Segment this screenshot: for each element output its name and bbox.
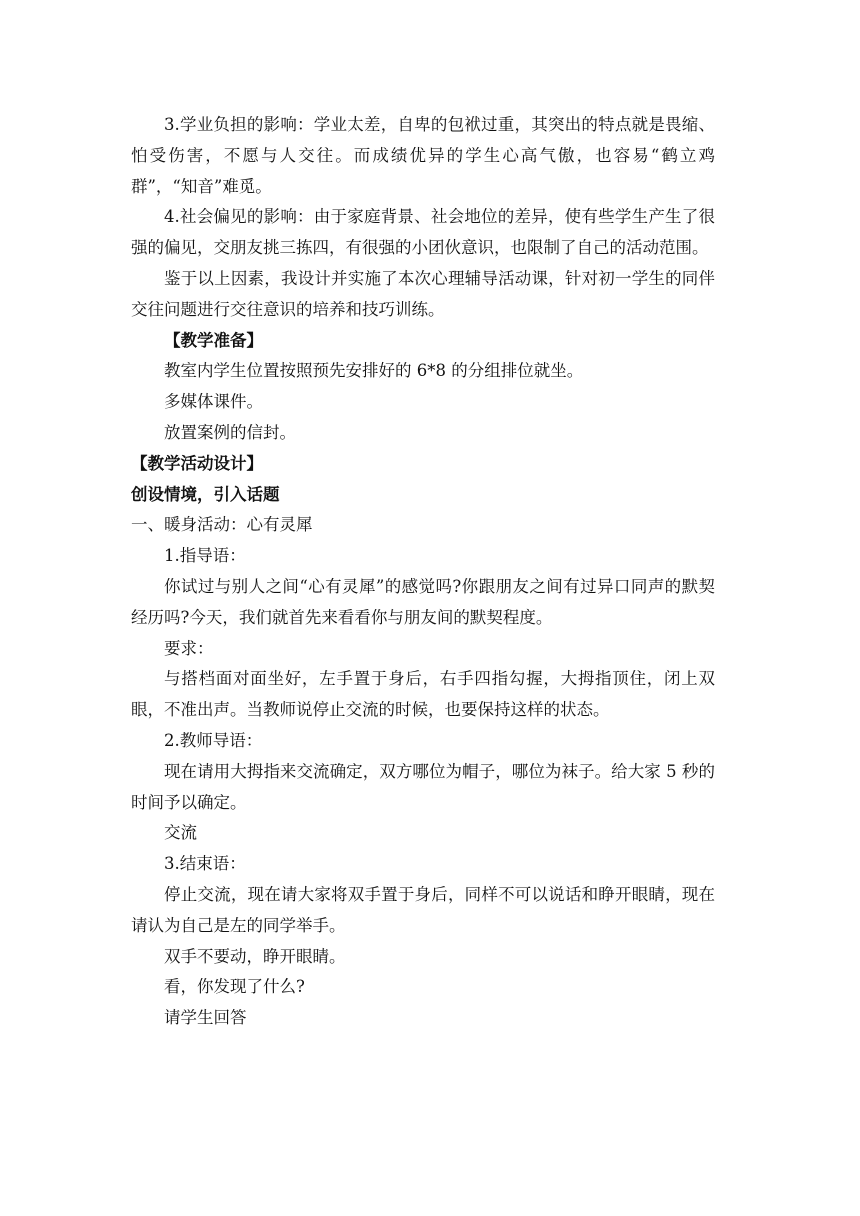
paragraph-requirements-text: 与搭档面对面坐好，左手置于身后，右手四指勾握，大拇指顶住，闭上双眼，不准出声。当教师说停止交流的时候，也要保持这样的状态。 [131, 669, 715, 720]
paragraph-exchange: 交流 [164, 823, 197, 843]
heading-create-situation: 创设情境，引入话题 [131, 484, 280, 504]
paragraph-social-bias: 4.社会偏见的影响：由于家庭背景、社会地位的差异，使有些学生产生了很强的偏见，交朋友挑三拣四，有很强的小团伙意识，也限制了自己的活动范围。 [131, 207, 715, 258]
paragraph-open-eyes: 双手不要动，睁开眼睛。 [164, 946, 346, 966]
section-warmup-activity: 一、暖身活动：心有灵犀 [131, 515, 313, 535]
paragraph-seating: 教室内学生位置按照预先安排好的 6*8 的分组排位就坐。 [164, 361, 584, 381]
paragraph-teacher-intro-text: 现在请用大拇指来交流确定，双方哪位为帽子，哪位为袜子。给大家 5 秒的时间予以确定。 [131, 761, 715, 812]
document-body [131, 110, 715, 1034]
paragraph-academic-burden: 3.学业负担的影响：学业太差，自卑的包袱过重，其突出的特点就是畏缩、怕受伤害，不愿与人交往。而成绩优异的学生心高气傲，也容易“鹤立鸡群”，“知音”难觅。 [131, 115, 715, 196]
paragraph-guidance-text: 你试过与别人之间“心有灵犀”的感觉吗?你跟朋友之间有过异口同声的默契经历吗?今天，我们就首先来看看你与朋友间的默契程度。 [131, 576, 715, 627]
heading-teaching-preparation: 【教学准备】 [164, 330, 263, 350]
heading-activity-design: 【教学活动设计】 [131, 453, 263, 473]
subheading-teacher-intro: 2.教师导语： [164, 730, 263, 750]
subheading-requirements: 要求： [164, 638, 214, 658]
paragraph-student-answer: 请学生回答 [164, 1008, 247, 1028]
paragraph-envelopes: 放置案例的信封。 [164, 422, 296, 442]
paragraph-design-rationale: 鉴于以上因素，我设计并实施了本次心理辅导活动课，针对初一学生的同伴交往问题进行交往意识的培养和技巧训练。 [131, 268, 715, 319]
subheading-guidance: 1.指导语： [164, 546, 246, 566]
paragraph-multimedia: 多媒体课件。 [164, 392, 263, 412]
paragraph-what-found: 看，你发现了什么? [164, 977, 305, 997]
paragraph-closing-text: 停止交流，现在请大家将双手置于身后，同样不可以说话和睁开眼睛，现在请认为自己是左的同学举手。 [131, 884, 715, 935]
subheading-closing: 3.结束语： [164, 854, 246, 874]
